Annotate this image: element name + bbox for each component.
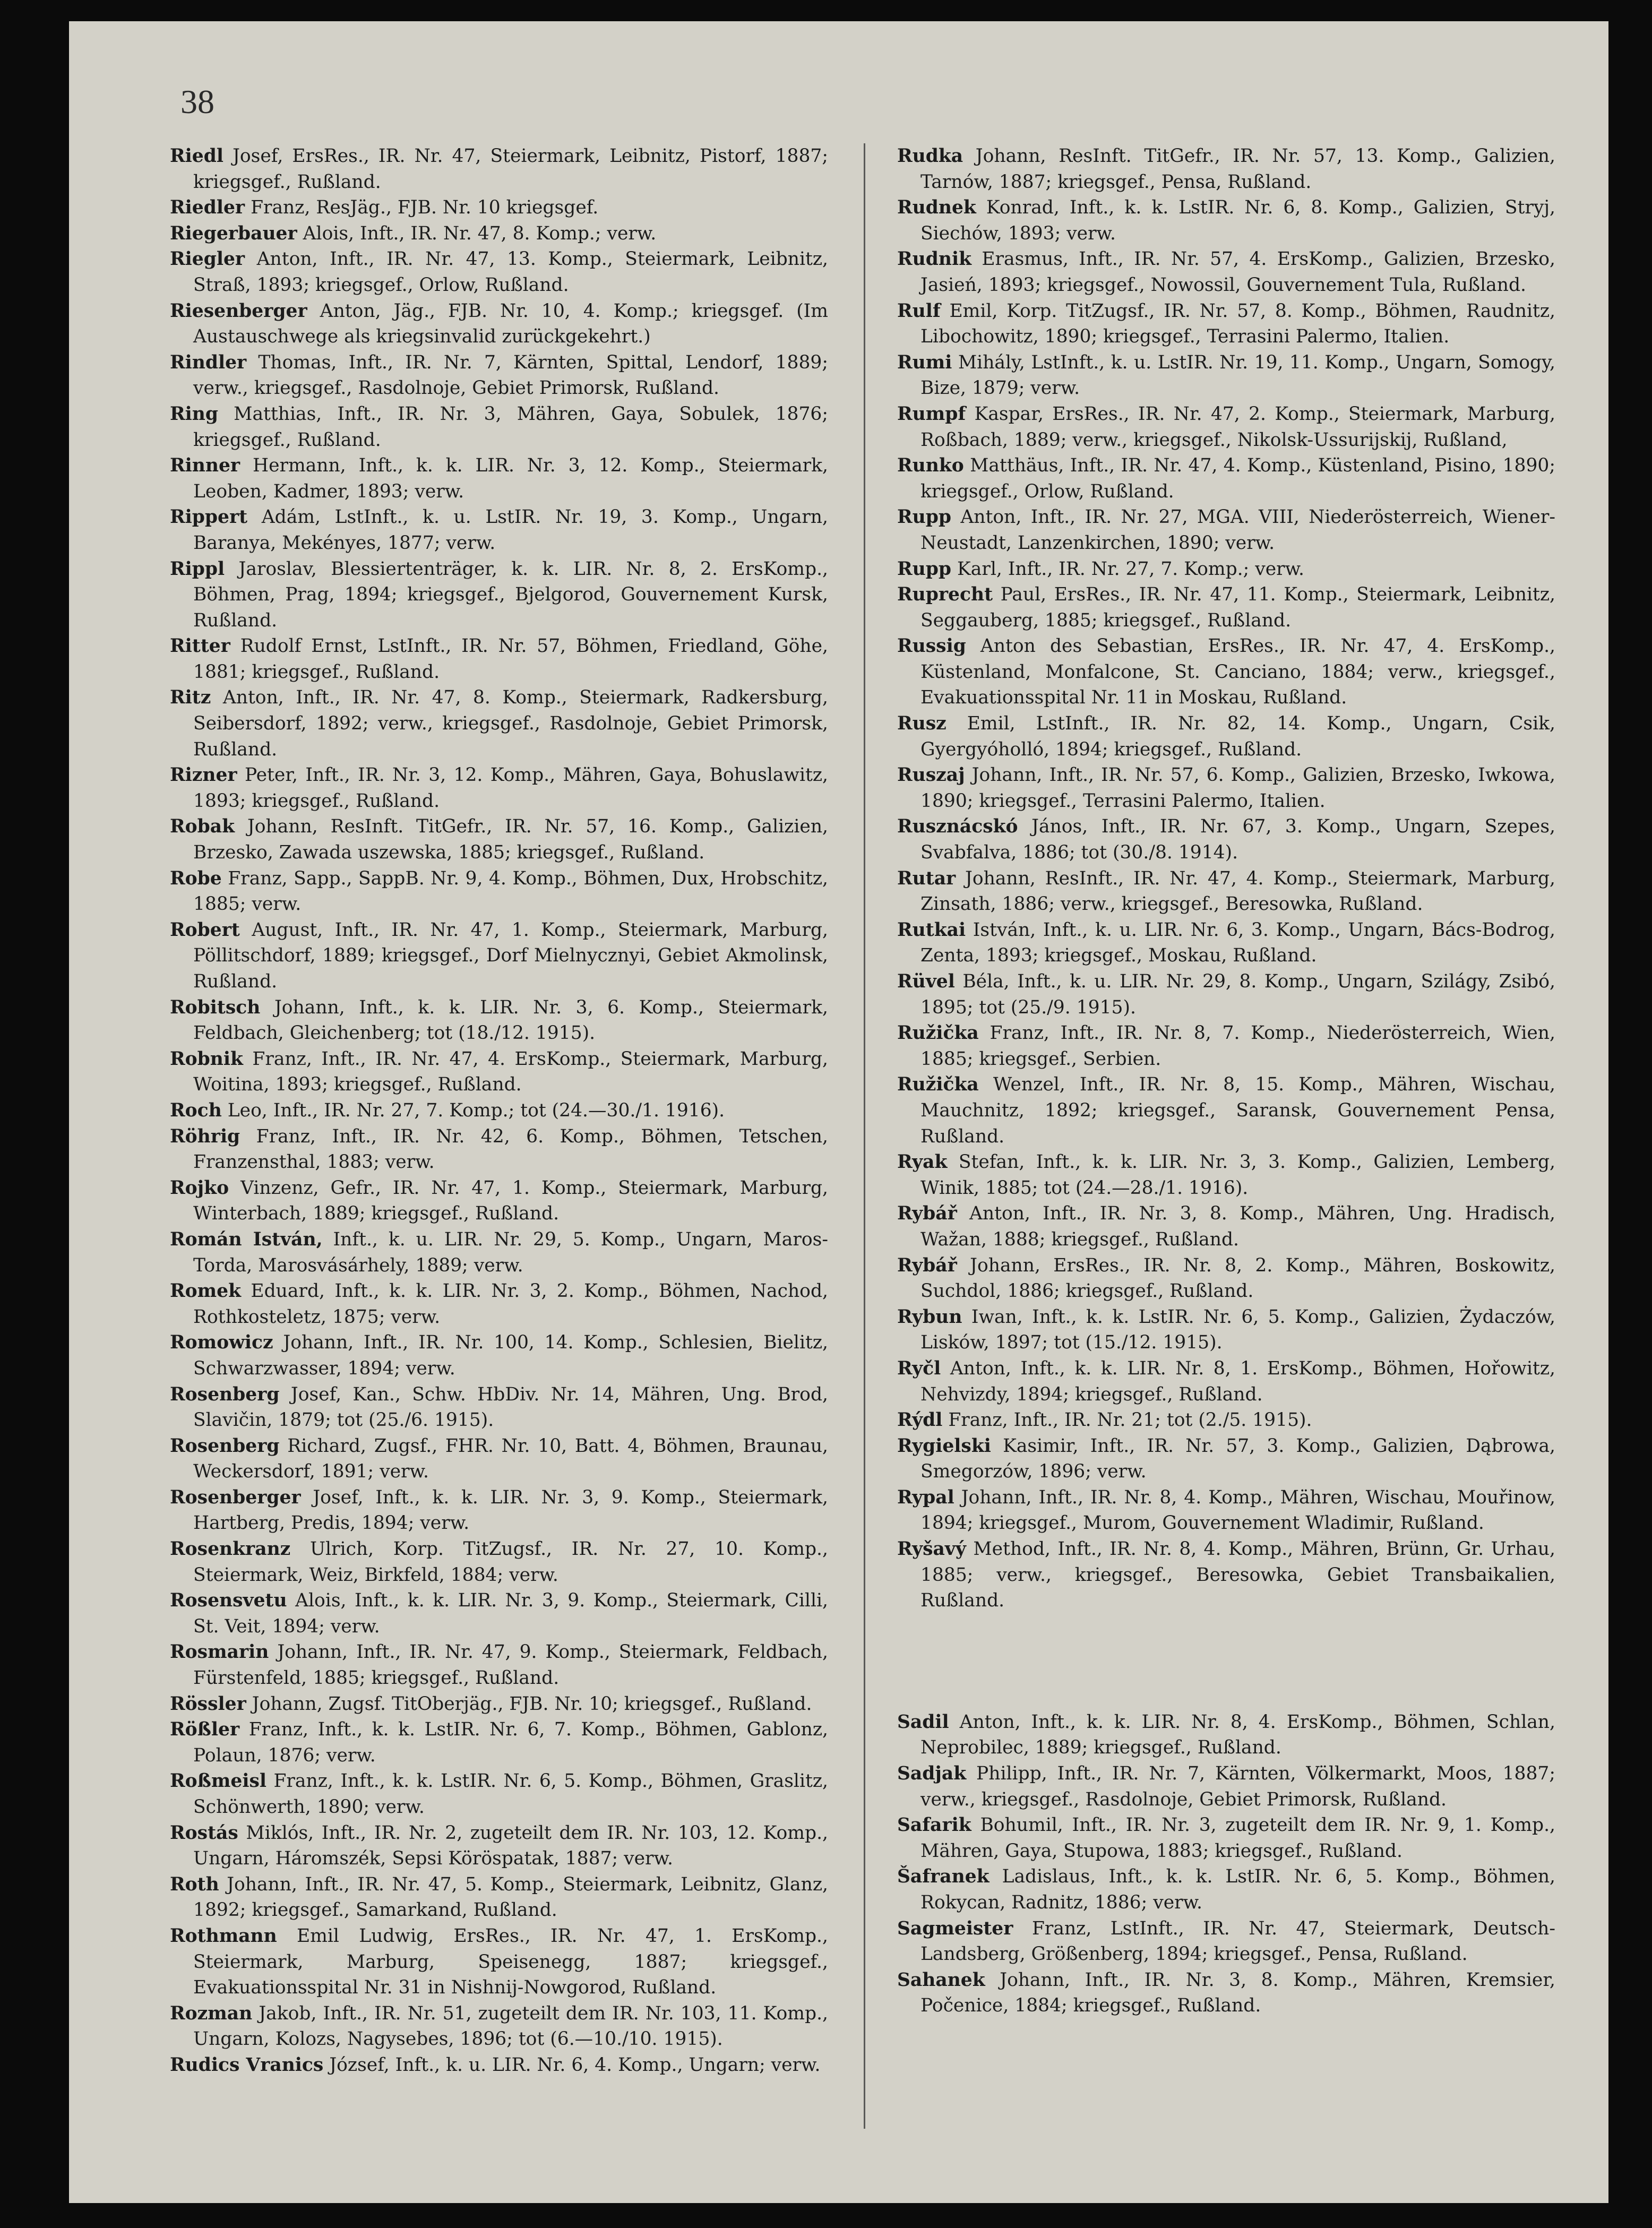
register-entry bbox=[170, 762, 828, 814]
entry-details: Mihály, LstInft., k. u. LstIR. Nr. 19, 11. Komp., Ungarn, Somogy, Bize, 1879; verw. bbox=[920, 351, 1555, 399]
entry-surname: Rumi bbox=[897, 351, 952, 373]
register-entry bbox=[170, 814, 828, 865]
register-entry bbox=[897, 1356, 1555, 1407]
entry-details: Iwan, Inft., k. k. LstIR. Nr. 6, 5. Komp., Galizien, Żydaczów, Lisków, 1897; tot (15./12. 1915). bbox=[920, 1306, 1555, 1354]
register-entry bbox=[170, 453, 828, 504]
entry-surname: Rutkai bbox=[897, 919, 966, 941]
entry-surname: Rosmarin bbox=[170, 1641, 269, 1663]
entry-details: Johann, Inft., IR. Nr. 100, 14. Komp., Schlesien, Bielitz, Schwarzwasser, 1894; verw. bbox=[193, 1332, 828, 1379]
register-entry bbox=[170, 504, 828, 556]
register-entry bbox=[897, 350, 1555, 401]
entry-details: Anton, Jäg., FJB. Nr. 10, 4. Komp.; kriegsgef. (Im Austauschwege als kriegsinvalid zurückgekehrt.) bbox=[193, 300, 828, 348]
entry-details: Karl, Inft., IR. Nr. 27, 7. Komp.; verw. bbox=[957, 558, 1305, 580]
register-entry bbox=[897, 556, 1555, 582]
entry-surname: Riedler bbox=[170, 197, 245, 219]
register-entry bbox=[897, 866, 1555, 917]
register-entry bbox=[170, 1485, 828, 1536]
register-entry bbox=[897, 453, 1555, 504]
register-entry bbox=[897, 1709, 1555, 1761]
entry-surname: Ryšavý bbox=[897, 1538, 966, 1560]
register-entry bbox=[897, 762, 1555, 814]
entry-details: Johann, Inft., IR. Nr. 3, 8. Komp., Mähren, Kremsier, Počenice, 1884; kriegsgef., Rußland. bbox=[920, 1969, 1556, 2017]
entry-surname: Rosenberger bbox=[170, 1486, 301, 1508]
right-column bbox=[897, 143, 1555, 2019]
register-entry bbox=[170, 1046, 828, 1098]
entry-details: Josef, Kan., Schw. HbDiv. Nr. 14, Mähren, Ung. Brod, Slavičin, 1879; tot (25./6. 1915). bbox=[193, 1383, 828, 1431]
entry-details: Anton, Inft., k. k. LIR. Nr. 8, 1. ErsKomp., Böhmen, Hořowitz, Nehvizdy, 1894; kriegsgef., Rußland. bbox=[920, 1357, 1555, 1405]
entry-surname: Rudics Vranics bbox=[170, 2054, 324, 2076]
entry-details: Anton, Inft., IR. Nr. 27, MGA. VIII, Niederösterreich, Wiener-Neustadt, Lanzenkirchen, 1890; verw. bbox=[920, 506, 1555, 554]
register-entry bbox=[170, 1227, 828, 1278]
entry-details: Emil, Korp. TitZugsf., IR. Nr. 57, 8. Komp., Böhmen, Raudnitz, Libochowitz, 1890; kriegsgef., Terrasini Palermo, Italien. bbox=[920, 300, 1556, 348]
entry-surname: Rosenberg bbox=[170, 1383, 280, 1405]
entry-surname: Riedl bbox=[170, 145, 223, 167]
entry-surname: Riegler bbox=[170, 248, 245, 270]
entry-surname: Šafranek bbox=[897, 1866, 990, 1888]
entry-surname: Rupp bbox=[897, 558, 952, 580]
entry-details: Alois, Inft., k. k. LIR. Nr. 3, 9. Komp., Steiermark, Cilli, St. Veit, 1894; verw. bbox=[193, 1590, 828, 1637]
entry-details: Jakob, Inft., IR. Nr. 51, zugeteilt dem IR. Nr. 103, 11. Komp., Ungarn, Kolozs, Nagysebes, 1896; tot (6.—10./10. 1915). bbox=[193, 2002, 828, 2050]
entry-surname: Röhrig bbox=[170, 1125, 240, 1147]
entry-surname: Romowicz bbox=[170, 1332, 273, 1354]
register-entry bbox=[170, 1691, 828, 1717]
entry-details: August, Inft., IR. Nr. 47, 1. Komp., Steiermark, Marburg, Pöllitschdorf, 1889; kriegsgef., Dorf Mielnycznyi, Gebiet Akmolinsk, Rußland. bbox=[193, 919, 829, 992]
letter-section-gap bbox=[897, 1614, 1555, 1709]
entry-surname: Rüvel bbox=[897, 971, 955, 992]
entry-details: Johann, Inft., IR. Nr. 57, 6. Komp., Galizien, Brzesko, Iwkowa, 1890; kriegsgef., Terrasini Palermo, Italien. bbox=[920, 764, 1555, 812]
register-entry bbox=[897, 1407, 1555, 1433]
entry-surname: Rössler bbox=[170, 1693, 246, 1715]
entry-surname: Rindler bbox=[170, 351, 247, 373]
entry-details: Jaroslav, Blessiertenträger, k. k. LIR. Nr. 8, 2. ErsKomp., Böhmen, Prag, 1894; kriegsgef., Bjelgorod, Gouvernement Kursk, Rußland. bbox=[193, 558, 829, 631]
register-entry bbox=[170, 350, 828, 401]
entry-details: Anton, Inft., IR. Nr. 3, 8. Komp., Mähren, Ung. Hradisch, Wažan, 1888; kriegsgef., Rußland. bbox=[920, 1203, 1556, 1250]
entry-surname: Sagmeister bbox=[897, 1917, 1013, 1939]
entry-details: Franz, Inft., IR. Nr. 21; tot (2./5. 1915). bbox=[948, 1409, 1312, 1431]
entry-surname: Rosenkranz bbox=[170, 1538, 291, 1560]
entry-details: Eduard, Inft., k. k. LIR. Nr. 3, 2. Komp., Böhmen, Nachod, Rothkosteletz, 1875; verw. bbox=[193, 1280, 828, 1328]
entry-details: Franz, Inft., IR. Nr. 47, 4. ErsKomp., Steiermark, Marburg, Woitina, 1893; kriegsgef., Rußland. bbox=[193, 1048, 828, 1096]
page-number: 38 bbox=[180, 83, 214, 121]
entry-details: Béla, Inft., k. u. LIR. Nr. 29, 8. Komp., Ungarn, Szilágy, Zsibó, 1895; tot (25./9. 1915). bbox=[920, 971, 1556, 1018]
entry-details: Vinzenz, Gefr., IR. Nr. 47, 1. Komp., Steiermark, Marburg, Winterbach, 1889; kriegsgef., Rußland. bbox=[193, 1177, 828, 1225]
entry-details: Anton, Inft., k. k. LIR. Nr. 8, 4. ErsKomp., Böhmen, Schlan, Neprobilec, 1889; kriegsgef., Rußland. bbox=[920, 1711, 1555, 1759]
entry-details: Johann, Zugsf. TitOberjäg., FJB. Nr. 10; kriegsgef., Rußland. bbox=[252, 1693, 812, 1715]
register-entry bbox=[170, 401, 828, 453]
register-entry bbox=[170, 1820, 828, 1872]
entry-details: Josef, ErsRes., IR. Nr. 47, Steiermark, Leibnitz, Pistorf, 1887; kriegsgef., Rußland. bbox=[193, 145, 829, 193]
entry-details: Matthias, Inft., IR. Nr. 3, Mähren, Gaya, Sobulek, 1876; kriegsgef., Rußland. bbox=[193, 403, 828, 451]
entry-surname: Riesenberger bbox=[170, 300, 307, 322]
left-column bbox=[170, 143, 828, 2078]
entry-details: Miklós, Inft., IR. Nr. 2, zugeteilt dem IR. Nr. 103, 12. Komp., Ungarn, Háromszék, Sepsi Köröspatak, 1887; verw. bbox=[193, 1822, 828, 1870]
entry-details: Peter, Inft., IR. Nr. 3, 12. Komp., Mähren, Gaya, Bohuslawitz, 1893; kriegsgef., Rußland. bbox=[193, 764, 828, 812]
register-entry bbox=[897, 504, 1555, 556]
register-entry bbox=[170, 2001, 828, 2052]
entry-surname: Riegerbauer bbox=[170, 222, 297, 244]
register-entry bbox=[170, 1382, 828, 1433]
register-entry bbox=[897, 1304, 1555, 1356]
register-entry bbox=[897, 1485, 1555, 1536]
entry-details: Anton, Inft., IR. Nr. 47, 13. Komp., Steiermark, Leibnitz, Straß, 1893; kriegsgef., Orlow, Rußland. bbox=[193, 248, 829, 296]
entry-details: Johann, Inft., IR. Nr. 8, 4. Komp., Mähren, Wischau, Mouřinow, 1894; kriegsgef., Murom, Gouvernement Wladimir, Rußland. bbox=[920, 1486, 1555, 1534]
entry-surname: Roßmeisl bbox=[170, 1770, 266, 1792]
entry-surname: Roch bbox=[170, 1099, 222, 1121]
register-entry bbox=[170, 246, 828, 298]
entry-details: Franz, Inft., k. k. LstIR. Nr. 6, 7. Komp., Böhmen, Gablonz, Polaun, 1876; verw. bbox=[193, 1719, 828, 1766]
entry-surname: Robert bbox=[170, 919, 240, 941]
register-entry bbox=[897, 1916, 1555, 1967]
register-entry bbox=[170, 143, 828, 195]
entry-surname: Romek bbox=[170, 1280, 242, 1302]
register-entry bbox=[170, 1872, 828, 1923]
entry-surname: Rostás bbox=[170, 1822, 238, 1844]
entry-details: Leo, Inft., IR. Nr. 27, 7. Komp.; tot (24.—30./1. 1916). bbox=[227, 1099, 725, 1121]
entry-surname: Safarik bbox=[897, 1814, 971, 1836]
entry-details: Johann, ResInft. TitGefr., IR. Nr. 57, 16. Komp., Galizien, Brzesko, Zawada uszewska, 1885; kriegsgef., Rußland. bbox=[193, 816, 829, 864]
entry-surname: Rudka bbox=[897, 145, 963, 167]
entry-details: Franz, Sapp., SappB. Nr. 9, 4. Komp., Böhmen, Dux, Hrobschitz, 1885; verw. bbox=[193, 867, 828, 915]
entry-surname: Rudnek bbox=[897, 197, 976, 219]
register-entry bbox=[170, 995, 828, 1046]
entry-surname: Rudnik bbox=[897, 248, 971, 270]
entry-surname: Robe bbox=[170, 867, 222, 889]
entry-details: Inft., k. u. LIR. Nr. 29, 5. Komp., Ungarn, Maros-Torda, Marosvásárhely, 1889; verw. bbox=[193, 1228, 828, 1276]
entry-details: Franz, LstInft., IR. Nr. 47, Steiermark, Deutsch-Landsberg, Größenberg, 1894; kriegsgef., Pensa, Rußland. bbox=[920, 1917, 1556, 1965]
register-entry bbox=[170, 195, 828, 221]
register-entry bbox=[170, 1536, 828, 1588]
entry-details: János, Inft., IR. Nr. 67, 3. Komp., Ungarn, Szepes, Svabfalva, 1886; tot (30./8. 1914). bbox=[920, 816, 1556, 864]
register-entry bbox=[170, 1588, 828, 1639]
entry-surname: Ring bbox=[170, 403, 218, 425]
entry-surname: Rybář bbox=[897, 1254, 957, 1276]
entry-surname: Ritter bbox=[170, 635, 230, 657]
entry-surname: Rojko bbox=[170, 1177, 229, 1199]
entry-surname: Roth bbox=[170, 1873, 219, 1895]
entry-surname: Rýdl bbox=[897, 1409, 943, 1431]
entry-surname: Ruprecht bbox=[897, 584, 993, 606]
register-entry bbox=[897, 1433, 1555, 1485]
register-entry bbox=[897, 633, 1555, 711]
entry-details: Matthäus, Inft., IR. Nr. 47, 4. Komp., Küstenland, Pisino, 1890; kriegsgef., Orlow, Rußland. bbox=[920, 455, 1555, 502]
entry-details: Johann, ResInft. TitGefr., IR. Nr. 57, 13. Komp., Galizien, Tarnów, 1887; kriegsgef., Pensa, Rußland. bbox=[920, 145, 1555, 193]
register-entry bbox=[897, 401, 1555, 453]
entry-details: Method, Inft., IR. Nr. 8, 4. Komp., Mähren, Brünn, Gr. Urhau, 1885; verw., kriegsgef., Beresowka, Gebiet Transbaikalien, Rußland. bbox=[920, 1538, 1555, 1612]
entry-surname: Rulf bbox=[897, 300, 941, 322]
entry-details: Emil, LstInft., IR. Nr. 82, 14. Komp., Ungarn, Csik, Gyergyóholló, 1894; kriegsgef., Rußland. bbox=[920, 713, 1556, 760]
entry-details: Anton, Inft., IR. Nr. 47, 8. Komp., Steiermark, Radkersburg, Seibersdorf, 1892; verw., kriegsgef., Rasdolnoje, Gebiet Primorsk, Rußland. bbox=[193, 687, 828, 760]
entry-surname: Robnik bbox=[170, 1048, 243, 1070]
register-entry bbox=[170, 917, 828, 995]
entry-surname: Sadil bbox=[897, 1711, 949, 1733]
register-entry bbox=[897, 1761, 1555, 1812]
entry-surname: Rybun bbox=[897, 1306, 962, 1328]
register-entry bbox=[170, 1717, 828, 1768]
entry-surname: Rygielski bbox=[897, 1435, 991, 1457]
register-entry bbox=[170, 298, 828, 350]
entry-surname: Rypal bbox=[897, 1486, 954, 1508]
entry-details: Anton des Sebastian, ErsRes., IR. Nr. 47, 4. ErsKomp., Küstenland, Monfalcone, St. Canciano, 1884; verw., kriegsgef., Evakuationsspital Nr. 11 in Moskau, Rußland. bbox=[920, 635, 1555, 709]
register-entry bbox=[170, 685, 828, 762]
register-entry bbox=[897, 969, 1555, 1020]
entry-details: Paul, ErsRes., IR. Nr. 47, 11. Komp., Steiermark, Leibnitz, Seggauberg, 1885; kriegsgef., Rußland. bbox=[920, 584, 1556, 631]
register-entry bbox=[897, 711, 1555, 762]
entry-surname: Rusz bbox=[897, 713, 947, 735]
entry-details: Johann, ErsRes., IR. Nr. 8, 2. Komp., Mähren, Boskowitz, Suchdol, 1886; kriegsgef., Rußland. bbox=[920, 1254, 1556, 1302]
entry-surname: Rothmann bbox=[170, 1925, 277, 1947]
register-entry bbox=[170, 1278, 828, 1330]
entry-details: Konrad, Inft., k. k. LstIR. Nr. 6, 8. Komp., Galizien, Stryj, Siechów, 1893; verw. bbox=[920, 197, 1555, 244]
entry-details: Franz, ResJäg., FJB. Nr. 10 kriegsgef. bbox=[251, 197, 599, 219]
entry-surname: Russig bbox=[897, 635, 966, 657]
register-entry bbox=[170, 1768, 828, 1820]
entry-surname: Rupp bbox=[897, 506, 952, 528]
document-page bbox=[69, 21, 1608, 2203]
register-entry bbox=[897, 917, 1555, 969]
entry-surname: Sahanek bbox=[897, 1969, 985, 1991]
register-entry bbox=[897, 1812, 1555, 1864]
entry-surname: Ryak bbox=[897, 1151, 948, 1173]
entry-surname: Robitsch bbox=[170, 996, 261, 1018]
entry-surname: Rosenberg bbox=[170, 1435, 280, 1457]
entry-surname: Ryčl bbox=[897, 1357, 941, 1379]
entry-details: Josef, Inft., k. k. LIR. Nr. 3, 9. Komp., Steiermark, Hartberg, Predis, 1894; verw. bbox=[193, 1486, 828, 1534]
entry-surname: Rutar bbox=[897, 867, 956, 889]
entry-details: Johann, ResInft., IR. Nr. 47, 4. Komp., Steiermark, Marburg, Zinsath, 1886; verw., kriegsgef., Beresowka, Rußland. bbox=[920, 867, 1555, 915]
entry-surname: Rizner bbox=[170, 764, 237, 786]
entry-details: Richard, Zugsf., FHR. Nr. 10, Batt. 4, Böhmen, Braunau, Weckersdorf, 1891; verw. bbox=[193, 1435, 828, 1483]
register-entry bbox=[897, 1020, 1555, 1072]
entry-details: Franz, Inft., k. k. LstIR. Nr. 6, 5. Komp., Böhmen, Graslitz, Schönwerth, 1890; verw. bbox=[193, 1770, 829, 1818]
register-entry bbox=[897, 1072, 1555, 1149]
entry-details: Adám, LstInft., k. u. LstIR. Nr. 19, 3. Komp., Ungarn, Baranya, Mekényes, 1877; verw. bbox=[193, 506, 828, 554]
entry-details: Franz, Inft., IR. Nr. 42, 6. Komp., Böhmen, Tetschen, Franzensthal, 1883; verw. bbox=[193, 1125, 828, 1173]
entry-details: Johann, Inft., k. k. LIR. Nr. 3, 6. Komp., Steiermark, Feldbach, Gleichenberg; tot (18./12. 1915). bbox=[193, 996, 829, 1044]
entry-details: Erasmus, Inft., IR. Nr. 57, 4. ErsKomp., Galizien, Brzesko, Jasień, 1893; kriegsgef., Nowossil, Gouvernement Tula, Rußland. bbox=[920, 248, 1556, 296]
register-entry bbox=[170, 1330, 828, 1381]
register-entry bbox=[170, 2052, 828, 2078]
register-entry bbox=[897, 1536, 1555, 1614]
entry-surname: Runko bbox=[897, 455, 964, 477]
entry-surname: Ritz bbox=[170, 687, 211, 709]
entry-details: Alois, Inft., IR. Nr. 47, 8. Komp.; verw. bbox=[303, 222, 657, 244]
entry-details: István, Inft., k. u. LIR. Nr. 6, 3. Komp., Ungarn, Bács-Bodrog, Zenta, 1893; kriegsgef., Moskau, Rußland. bbox=[920, 919, 1556, 967]
entry-details: Bohumil, Inft., IR. Nr. 3, zugeteilt dem IR. Nr. 9, 1. Komp., Mähren, Gaya, Stupowa, 1883; kriegsgef., Rußland. bbox=[920, 1814, 1555, 1862]
entry-surname: Rozman bbox=[170, 2002, 253, 2024]
entry-details: József, Inft., k. u. LIR. Nr. 6, 4. Komp., Ungarn; verw. bbox=[329, 2054, 821, 2076]
register-entry bbox=[897, 1864, 1555, 1915]
entry-surname: Rosensvetu bbox=[170, 1590, 287, 1612]
entry-surname: Rusznácskó bbox=[897, 816, 1018, 838]
register-entry bbox=[170, 556, 828, 634]
register-entry bbox=[897, 1201, 1555, 1252]
register-entry bbox=[897, 582, 1555, 633]
entry-surname: Rinner bbox=[170, 455, 240, 477]
entry-details: Ulrich, Korp. TitZugsf., IR. Nr. 27, 10. Komp., Steiermark, Weiz, Birkfeld, 1884; verw. bbox=[193, 1538, 828, 1586]
register-entry bbox=[897, 814, 1555, 865]
register-entry bbox=[170, 866, 828, 917]
register-entry bbox=[170, 1175, 828, 1227]
entry-surname: Ružička bbox=[897, 1074, 979, 1096]
register-entry bbox=[170, 1923, 828, 2001]
entry-details: Kasimir, Inft., IR. Nr. 57, 3. Komp., Galizien, Dąbrowa, Smegorzów, 1896; verw. bbox=[920, 1435, 1556, 1483]
entry-surname: Rumpf bbox=[897, 403, 966, 425]
register-entry bbox=[897, 298, 1555, 350]
register-entry bbox=[897, 1253, 1555, 1304]
entry-details: Hermann, Inft., k. k. LIR. Nr. 3, 12. Komp., Steiermark, Leoben, Kadmer, 1893; verw. bbox=[193, 455, 828, 502]
register-entry bbox=[170, 1639, 828, 1691]
entry-details: Stefan, Inft., k. k. LIR. Nr. 3, 3. Komp., Galizien, Lemberg, Winik, 1885; tot (24.—28./1. 1916). bbox=[920, 1151, 1555, 1199]
register-entry bbox=[170, 221, 828, 247]
entry-surname: Román István, bbox=[170, 1228, 323, 1250]
column-divider bbox=[864, 143, 865, 2129]
entry-surname: Rippl bbox=[170, 558, 225, 580]
entry-surname: Robak bbox=[170, 816, 235, 838]
entry-details: Johann, Inft., IR. Nr. 47, 5. Komp., Steiermark, Leibnitz, Glanz, 1892; kriegsgef., Samarkand, Rußland. bbox=[193, 1873, 828, 1921]
entry-surname: Ruszaj bbox=[897, 764, 965, 786]
register-entry bbox=[897, 1967, 1555, 2019]
entry-surname: Sadjak bbox=[897, 1763, 967, 1785]
entry-details: Philipp, Inft., IR. Nr. 7, Kärnten, Völkermarkt, Moos, 1887; verw., kriegsgef., Rasdolnoje, Gebiet Primorsk, Rußland. bbox=[920, 1763, 1555, 1810]
entry-details: Wenzel, Inft., IR. Nr. 8, 15. Komp., Mähren, Wischau, Mauchnitz, 1892; kriegsgef., Saransk, Gouvernement Pensa, Rußland. bbox=[920, 1074, 1556, 1147]
entry-details: Emil Ludwig, ErsRes., IR. Nr. 47, 1. ErsKomp., Steiermark, Marburg, Speisenegg, 1887; kriegsgef., Evakuationsspital Nr. 31 in Nishnij-Nowgorod, Rußland. bbox=[193, 1925, 828, 1999]
register-entry bbox=[170, 1433, 828, 1485]
register-entry bbox=[170, 633, 828, 685]
register-entry bbox=[897, 1149, 1555, 1201]
entry-details: Franz, Inft., IR. Nr. 8, 7. Komp., Niederösterreich, Wien, 1885; kriegsgef., Serbien. bbox=[920, 1022, 1555, 1070]
entry-surname: Rybář bbox=[897, 1203, 957, 1225]
entry-details: Ladislaus, Inft., k. k. LstIR. Nr. 6, 5. Komp., Böhmen, Rokycan, Radnitz, 1886; verw. bbox=[920, 1866, 1556, 1913]
entry-details: Johann, Inft., IR. Nr. 47, 9. Komp., Steiermark, Feldbach, Fürstenfeld, 1885; kriegsgef., Rußland. bbox=[193, 1641, 828, 1689]
entry-surname: Rippert bbox=[170, 506, 248, 528]
register-entry bbox=[170, 1098, 828, 1124]
register-entry bbox=[897, 143, 1555, 195]
entry-details: Rudolf Ernst, LstInft., IR. Nr. 57, Böhmen, Friedland, Göhe, 1881; kriegsgef., Rußland. bbox=[193, 635, 828, 683]
entry-surname: Ružička bbox=[897, 1022, 979, 1044]
register-entry bbox=[897, 195, 1555, 246]
entry-surname: Rößler bbox=[170, 1719, 240, 1741]
register-entry bbox=[897, 246, 1555, 298]
entry-details: Kaspar, ErsRes., IR. Nr. 47, 2. Komp., Steiermark, Marburg, Roßbach, 1889; verw., kriegsgef., Nikolsk-Ussurijskij, Rußland, bbox=[920, 403, 1556, 451]
register-entry bbox=[170, 1124, 828, 1175]
entry-details: Thomas, Inft., IR. Nr. 7, Kärnten, Spittal, Lendorf, 1889; verw., kriegsgef., Rasdolnoje, Gebiet Primorsk, Rußland. bbox=[193, 351, 828, 399]
